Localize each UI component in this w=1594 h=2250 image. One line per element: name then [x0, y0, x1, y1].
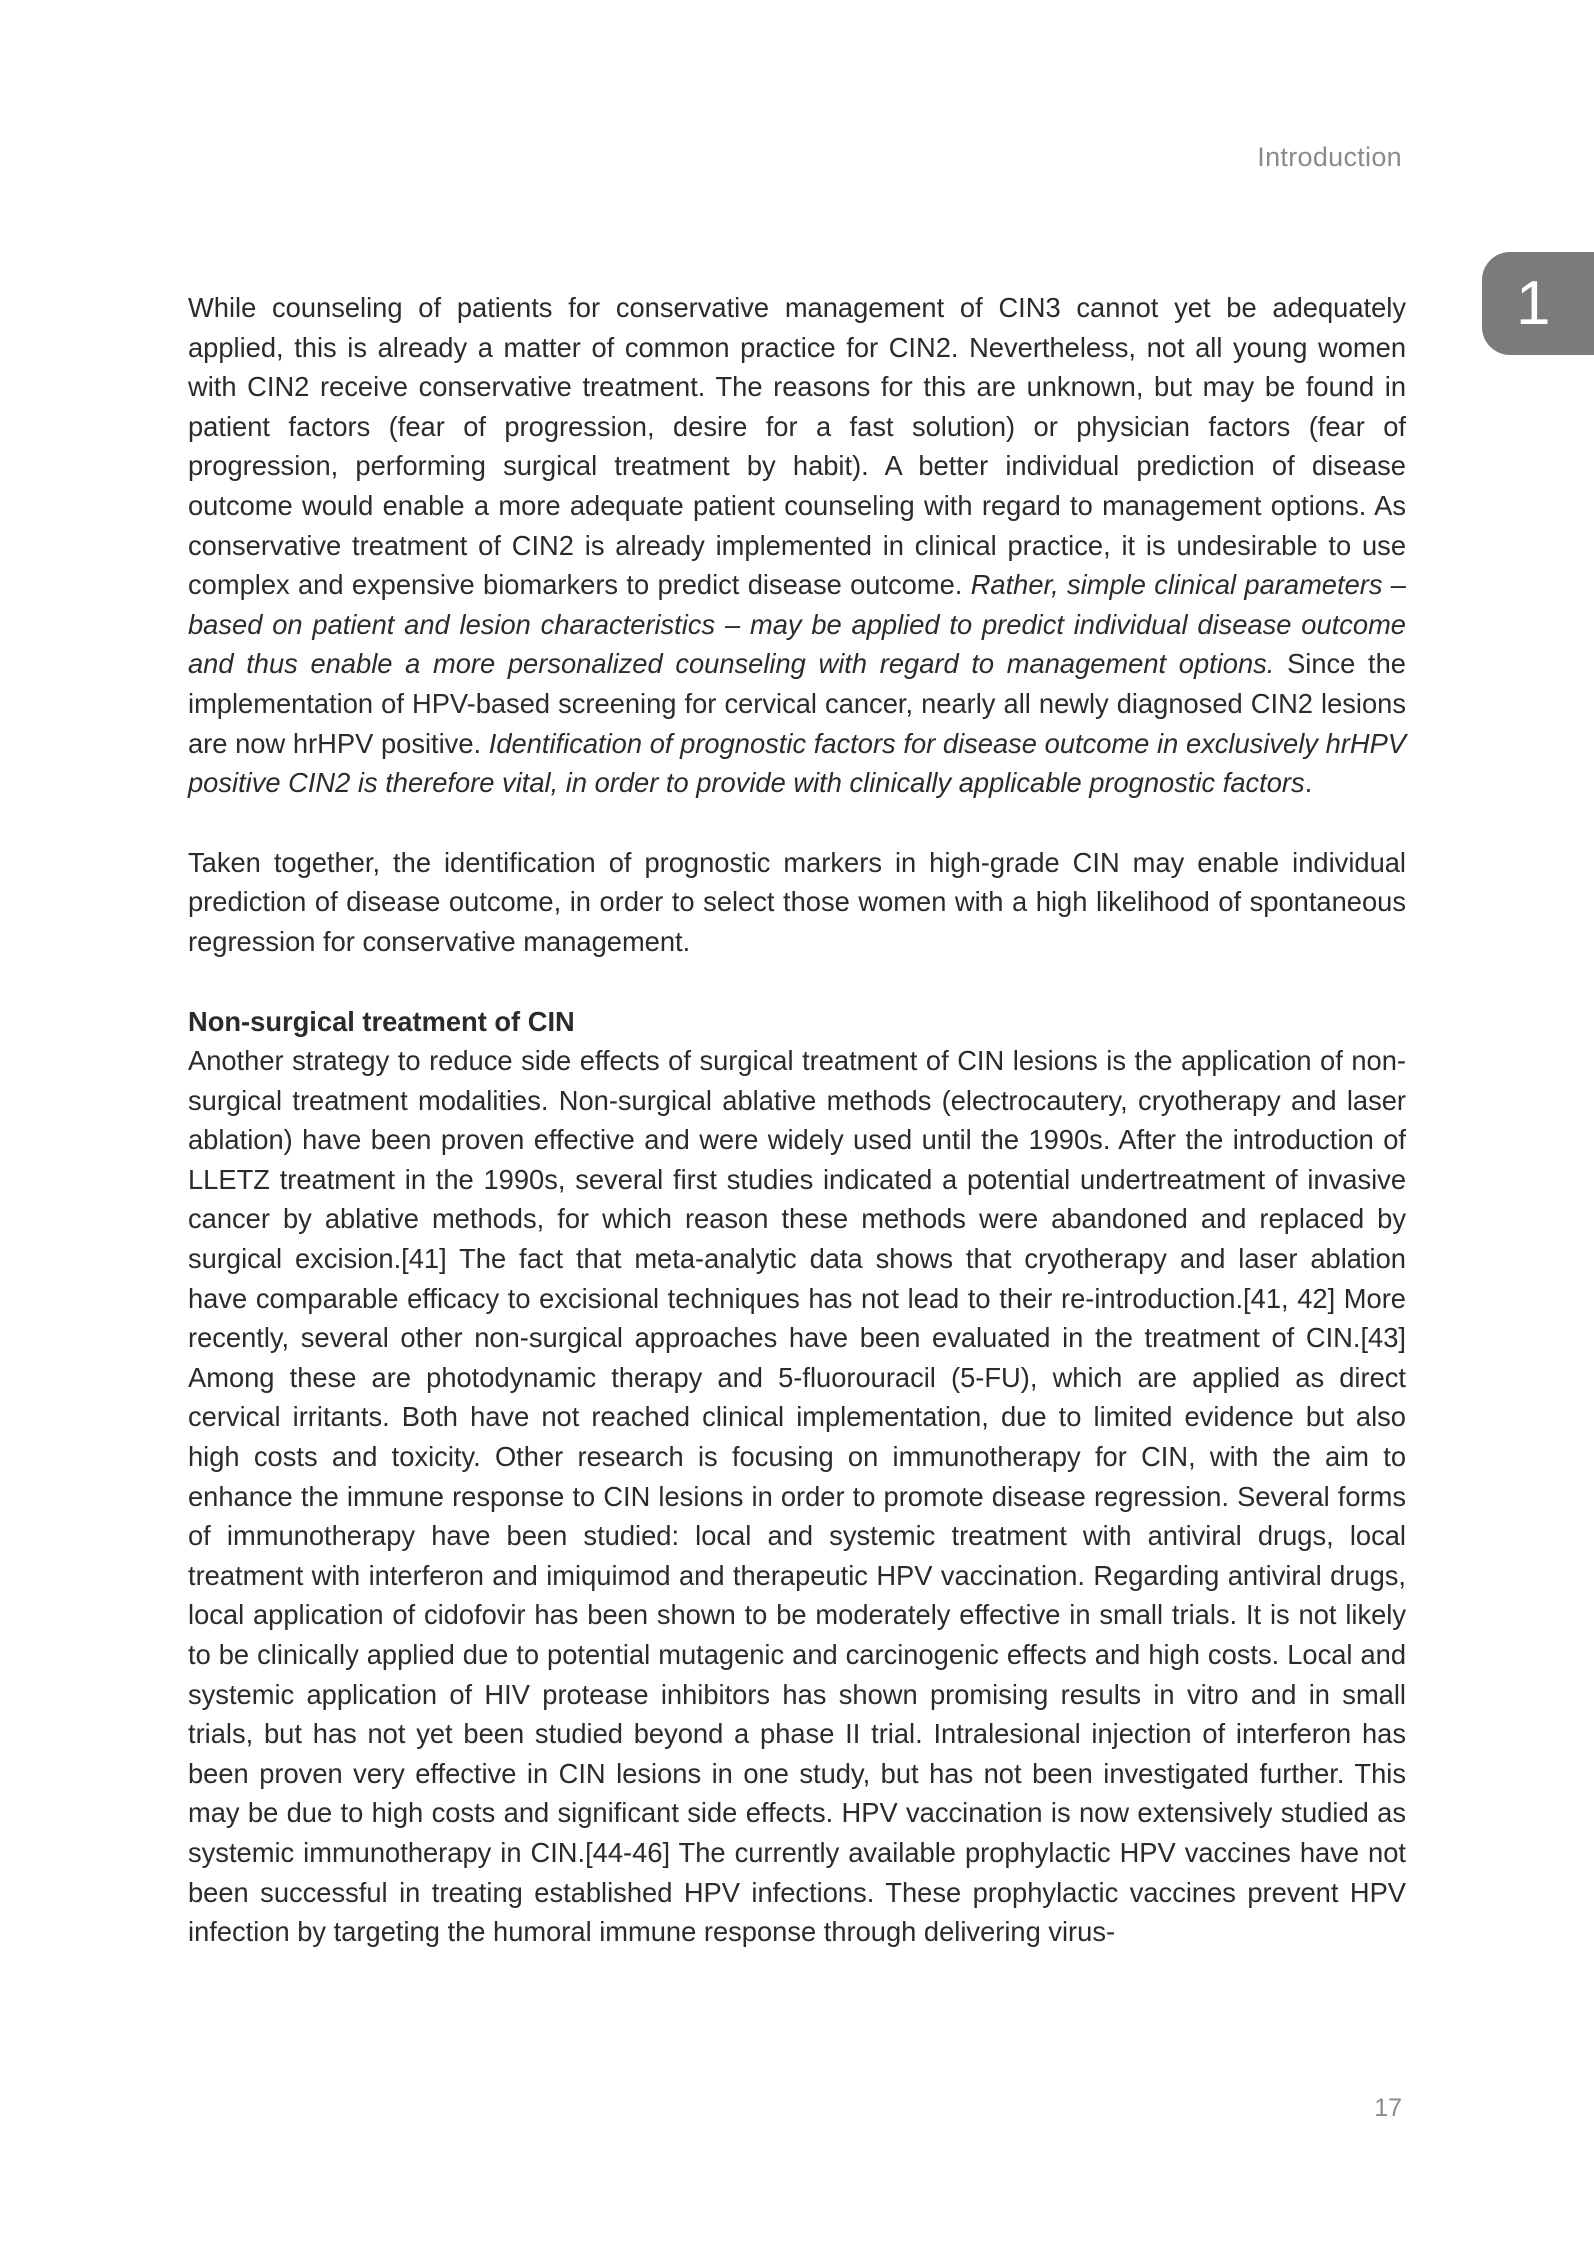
paragraph-spacer [188, 962, 1406, 1002]
paragraph-text: . [1304, 767, 1313, 799]
page-number: 17 [1374, 2094, 1402, 2122]
paragraph-summary: Taken together, the identification of prognostic markers in high-grade CIN may enable individual prediction of disease outcome, in order to select those women with a high likelihood of spontaneous regression for conservative management. [188, 846, 1406, 957]
paragraph-non-surgical-treatment: Another strategy to reduce side effects of surgical treatment of CIN lesions is the application of non-surgical treatment modalities. Non-surgical ablative methods (electrocautery, cryotherapy and laser ablation) have been proven effective and were widely used until the 1990s. After the introduction of LLETZ treatment in the 1990s, several first studies indicated a potential undertreatment of invasive cancer by ablative methods, for which reason these methods were abandoned and replaced by surgical excision.[41] The fact that meta-analytic data shows that cryotherapy and laser ablation have comparable efficacy to excisional techniques has not lead to their re-introduction.[41, 42] More recently, several other non-surgical approaches have been evaluated in the treatment of CIN.[43] Among these are photodynamic therapy and 5-fluorouracil (5-FU), which are applied as direct cervical irritants. Both have not reached clinical implementation, due to limited evidence but also high costs and toxicity. Other research is focusing on immunotherapy for CIN, with the aim to enhance the immune response to CIN lesions in order to promote disease regression. Several forms of immunotherapy have been studied: local and systemic treatment with antiviral drugs, local treatment with interferon and imiquimod and therapeutic HPV vaccination. Regarding antiviral drugs, local application of cidofovir has been shown to be moderately effective in small trials. It is not likely to be clinically applied due to potential mutagenic and carcinogenic effects and high costs. Local and systemic application of HIV protease inhibitors has shown promising results in vitro and in small trials, but has not yet been studied beyond a phase II trial. Intralesional injection of interferon has been proven very effective in CIN lesions in one study, but has not been investigated further. This may be due to high costs and significant side effects. HPV vaccination is now extensively studied as systemic immunotherapy in CIN.[44-46] The currently available prophylactic HPV vaccines have not been successful in treating established HPV infections. These prophylactic vaccines prevent HPV infection by targeting the humoral immune response through delivering virus- [188, 1045, 1406, 1948]
chapter-tab: 1 [1482, 252, 1594, 355]
running-header: Introduction [1257, 142, 1402, 172]
italic-emphasis: Rather, simple clinical parameters – based on patient and lesion characteristics – may be applied to predict individual disease outcome and thus enable a more personalized counseling with regard to management options. [188, 569, 1406, 680]
paragraph-spacer [188, 803, 1406, 843]
paragraph-text: While counseling of patients for conservative management of CIN3 cannot yet be adequately applied, this is already a matter of common practice for CIN2. Nevertheless, not all young women with CIN2 receive conservative treatment. The reasons for this are unknown, but may be found in patient factors (fear of progression, desire for a fast solution) or physician factors (fear of progression, performing surgical treatment by habit). A better individual prediction of disease outcome would enable a more adequate patient counseling with regard to management options. As conservative treatment of CIN2 is already implemented in clinical practice, it is undesirable to use complex and expensive biomarkers to predict disease outcome. [188, 292, 1406, 601]
italic-emphasis: Identification of prognostic factors for disease outcome in exclusively hrHPV positive CIN2 is therefore vital, in order to provide with clinically applicable prognostic factors [188, 727, 1406, 799]
section-heading: Non-surgical treatment of CIN [188, 1005, 575, 1037]
page-body [188, 288, 1406, 1952]
paragraph-conservative-management [188, 288, 1406, 803]
paragraph-text: Since the implementation of HPV-based screening for cervical cancer, nearly all newly diagnosed CIN2 lesions are now hrHPV positive. [188, 648, 1406, 759]
